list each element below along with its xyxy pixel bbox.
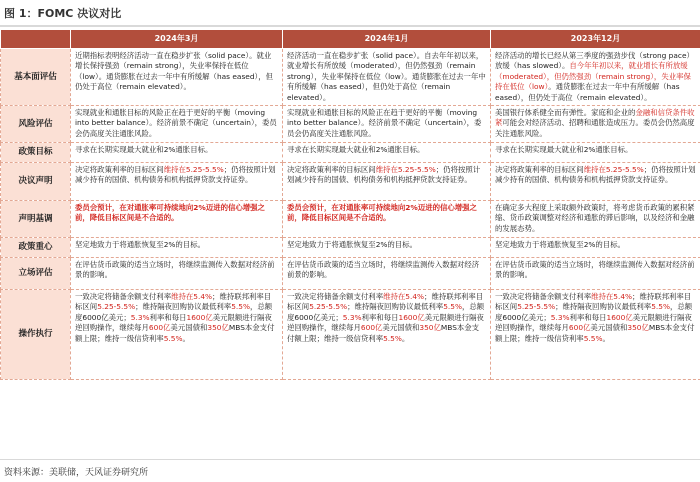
- cell-text: ；维持隔夜回购协议最低利率: [135, 302, 232, 312]
- header-corner: [1, 30, 71, 49]
- cell-text: 美元国债和: [170, 323, 208, 333]
- cell-text: ；维持联邦利率目标区间: [495, 292, 692, 312]
- cell-text: 在评估货币政策的适当立场时，将继续监测传入数据对经济前景的影响。: [287, 260, 480, 280]
- cell-text: 美元限额进行隔夜逆回购操作，继续每月: [287, 312, 484, 333]
- cell-text: ；维持联邦利率目标区间: [287, 292, 484, 312]
- table-row: [1, 49, 700, 106]
- cell-text: 实现就业和通胀目标的风险正在趋于更好的平衡（moving into better balance）。经济前景不确定（uncertain），委员会仍高度关注通胀风险。: [75, 108, 277, 138]
- highlighted-text: 委员会预计，在对通胀率可持续地向2%迈进的信心增强之前，降低目标区间是不合适的。: [75, 203, 265, 223]
- table-row: [1, 163, 700, 201]
- source-note: 资料来源：美联储，天风证券研究所: [4, 468, 149, 478]
- highlighted-text: 维持在5.4%: [591, 292, 633, 302]
- highlighted-text: 金融和信贷条件收紧: [495, 108, 695, 128]
- highlighted-text: 1600亿: [398, 312, 425, 322]
- cell-text: 美元国债和: [382, 323, 420, 333]
- title-divider: [0, 25, 700, 27]
- cell-text: 一致决定将储备余额支付利率: [495, 292, 592, 302]
- highlighted-text: 5.3%: [550, 312, 570, 322]
- cell-text: 决定将政策利率的目标区间: [75, 165, 164, 175]
- cell-text: ，总额度6000亿美元；: [287, 302, 485, 322]
- table-row: [1, 143, 700, 163]
- table-cell: [283, 258, 491, 290]
- highlighted-text: 维持在5.25-5.5%: [375, 165, 436, 175]
- table-cell: [71, 106, 283, 143]
- cell-text: 。: [401, 333, 410, 343]
- row-header: 决议声明: [1, 163, 71, 201]
- cell-text: 寻求在长期实现最大就业和2%通胀目标。: [495, 145, 633, 155]
- source-divider: [0, 459, 700, 460]
- table-header-row: [1, 30, 700, 49]
- cell-text: ；维持隔夜回购协议最低利率: [555, 302, 652, 312]
- highlighted-text: 600亿: [568, 323, 591, 333]
- highlighted-text: 5.5%: [163, 333, 183, 343]
- highlighted-text: 5.5%: [231, 302, 250, 312]
- cell-text: 实现就业和通胀目标的风险正在趋于更好的平衡（moving into better balance）。经济前景不确定（uncertain），委员会仍高度关注通胀风险。: [287, 108, 482, 138]
- cell-text: 经济活动一直在稳步扩张（solid pace）。自去年年初以来，就业增长有所放缓（moderated），但仍然强劲（remain strong），失业率保持在低位（low）。通货膨胀在过去一年中有所缓解（has eased），但仍处于高位（remain elevated）。: [287, 51, 486, 102]
- table-cell: [491, 163, 700, 201]
- highlighted-text: 自今年年初以来，就业增长有所放缓（moderated），但仍然强劲（remain strong），失业率保持在低位（low）: [495, 61, 691, 92]
- row-header: 操作执行: [1, 290, 71, 380]
- table-cell: [71, 201, 283, 238]
- cell-text: 决定将政策利率的目标区间: [287, 165, 376, 175]
- highlighted-text: 5.25-5.5%: [97, 302, 136, 312]
- row-header: 政策重心: [1, 238, 71, 258]
- table-row: [1, 238, 700, 258]
- table-cell: [283, 163, 491, 201]
- cell-text: MBS本金支付额上限；维持一级信贷利率: [287, 323, 480, 343]
- cell-text: 决定将政策利率的目标区间: [495, 165, 584, 175]
- table-cell: [283, 106, 491, 143]
- highlighted-text: 600亿: [148, 323, 171, 333]
- cell-text: MBS本金支付额上限；维持一级信贷利率: [75, 323, 275, 343]
- highlighted-text: 350亿: [207, 323, 229, 333]
- highlighted-text: 5.25-5.5%: [517, 302, 556, 312]
- table-cell: [491, 238, 700, 258]
- cell-text: 美元限额进行隔夜逆回购操作，继续每月: [75, 312, 272, 333]
- fomc-comparison-table: [0, 29, 700, 380]
- cell-text: 近期指标表明经济活动一直在稳步扩张（solid pace）。就业增长保持强劲（remain strong），失业率保持在低位（low）。通货膨胀在过去一年中有所缓解（has eased），但仍处于高位（remain elevated）。: [75, 51, 274, 92]
- cell-text: 美元国债和: [590, 323, 628, 333]
- table-cell: [283, 201, 491, 238]
- table-cell: [71, 163, 283, 201]
- table-cell: [491, 49, 700, 106]
- table-cell: [491, 258, 700, 290]
- highlighted-text: 5.3%: [342, 312, 362, 322]
- column-header: 2024年1月: [283, 30, 491, 49]
- cell-text: 。: [602, 333, 610, 343]
- highlighted-text: 600亿: [360, 323, 383, 333]
- table-cell: [491, 290, 700, 380]
- highlighted-text: 维持在5.4%: [383, 292, 425, 302]
- cell-text: 在确定多大程度上采取额外政策时，将考虑货币政策的累积紧缩、货币政策调整对经济和通胀的滞后影响，以及经济和金融的发展态势。: [495, 203, 695, 233]
- table-cell: [71, 238, 283, 258]
- highlighted-text: 委员会预计，在对通胀率可持续地向2%迈进的信心增强之前，降低目标区间是不合适的。: [287, 203, 477, 223]
- column-header: 2023年12月: [491, 30, 700, 49]
- row-header: 政策目标: [1, 143, 71, 163]
- highlighted-text: 5.5%: [443, 302, 462, 312]
- table-cell: [283, 290, 491, 380]
- highlighted-text: 维持在5.25-5.5%: [583, 165, 644, 175]
- cell-text: 。通货膨胀在过去一年中有所缓解（has eased），但仍处于高位（remain elevated）。: [495, 82, 680, 102]
- cell-text: 坚定地致力于将通胀恢复至2%的目标。: [75, 240, 205, 250]
- highlighted-text: 维持在5.4%: [171, 292, 213, 302]
- table-cell: [71, 290, 283, 380]
- highlighted-text: 350亿: [627, 323, 649, 333]
- table-row: [1, 106, 700, 143]
- cell-text: 寻求在长期实现最大就业和2%通胀目标。: [287, 145, 425, 155]
- table-row: [1, 258, 700, 290]
- column-header: 2024年3月: [71, 30, 283, 49]
- cell-text: 利率和每日: [569, 312, 607, 322]
- table-cell: [491, 106, 700, 143]
- highlighted-text: 5.5%: [383, 333, 402, 343]
- cell-text: 在评估货币政策的适当立场时，将继续监测传入数据对经济前景的影响。: [75, 260, 275, 280]
- cell-text: 坚定地致力于将通胀恢复至2%的目标。: [495, 240, 625, 250]
- table-cell: [71, 258, 283, 290]
- cell-text: ；维持隔夜回购协议最低利率: [347, 302, 444, 312]
- table-cell: [283, 238, 491, 258]
- highlighted-text: 5.3%: [130, 312, 150, 322]
- cell-text: 寻求在长期实现最大就业和2%通胀目标。: [75, 145, 213, 155]
- table-cell: [491, 143, 700, 163]
- highlighted-text: 5.25-5.5%: [309, 302, 348, 312]
- cell-text: 利率和每日: [361, 312, 399, 322]
- highlighted-text: 5.5%: [651, 302, 670, 312]
- table-row: [1, 201, 700, 238]
- cell-text: 一致决定将储备余额支付利率: [287, 292, 384, 302]
- cell-text: ，总额度6000亿美元；: [495, 302, 693, 322]
- cell-text: 美元限额进行隔夜逆回购操作，继续每月: [495, 312, 692, 333]
- table-cell: [283, 143, 491, 163]
- table-cell: [491, 201, 700, 238]
- cell-text: 经济活动的增长已经从第三季度的强劲步伐（strong pace）放缓（has slowed）。: [495, 51, 694, 71]
- row-header: 立场评估: [1, 258, 71, 290]
- cell-text: ；仍将按照计划减少持有的国债、机构债务和机构抵押贷款支持证券。: [75, 165, 276, 185]
- row-header: 声明基调: [1, 201, 71, 238]
- cell-text: ；仍将按照计划减少持有的国债、机构债务和机构抵押贷款支持证券。: [287, 165, 481, 185]
- highlighted-text: 1600亿: [186, 312, 213, 322]
- highlighted-text: 维持在5.25-5.5%: [163, 165, 224, 175]
- table-cell: [71, 143, 283, 163]
- highlighted-text: 350亿: [419, 323, 441, 333]
- figure-title: 图 1：FOMC 决议对比: [4, 7, 122, 20]
- cell-text: 利率和每日: [149, 312, 187, 322]
- table-cell: [71, 49, 283, 106]
- table-cell: [283, 49, 491, 106]
- cell-text: ；维持联邦利率目标区间: [75, 292, 272, 312]
- row-header: 基本面评估: [1, 49, 71, 106]
- cell-text: 可能会对经济活动、招聘和通胀造成压力。委员会仍然高度关注通胀风险。: [495, 118, 695, 138]
- cell-text: 坚定地致力于将通胀恢复至2%的目标。: [287, 240, 417, 250]
- table-row: [1, 290, 700, 380]
- cell-text: MBS本金支付额上限；维持一级信贷利率: [495, 323, 695, 343]
- cell-text: 在评估货币政策的适当立场时，将继续监测传入数据对经济前景的影响。: [495, 260, 695, 280]
- cell-text: 美国银行体系健全而有弹性。家庭和企业的: [495, 108, 636, 118]
- row-header: 风险评估: [1, 106, 71, 143]
- highlighted-text: 5.5%: [583, 333, 603, 343]
- highlighted-text: 1600亿: [606, 312, 633, 322]
- cell-text: ，总额度6000亿美元；: [75, 302, 273, 322]
- cell-text: ；仍将按照计划减少持有的国债、机构债务和机构抵押贷款支持证券。: [495, 165, 696, 185]
- cell-text: 。: [182, 333, 190, 343]
- cell-text: 一致决定将储备余额支付利率: [75, 292, 172, 302]
